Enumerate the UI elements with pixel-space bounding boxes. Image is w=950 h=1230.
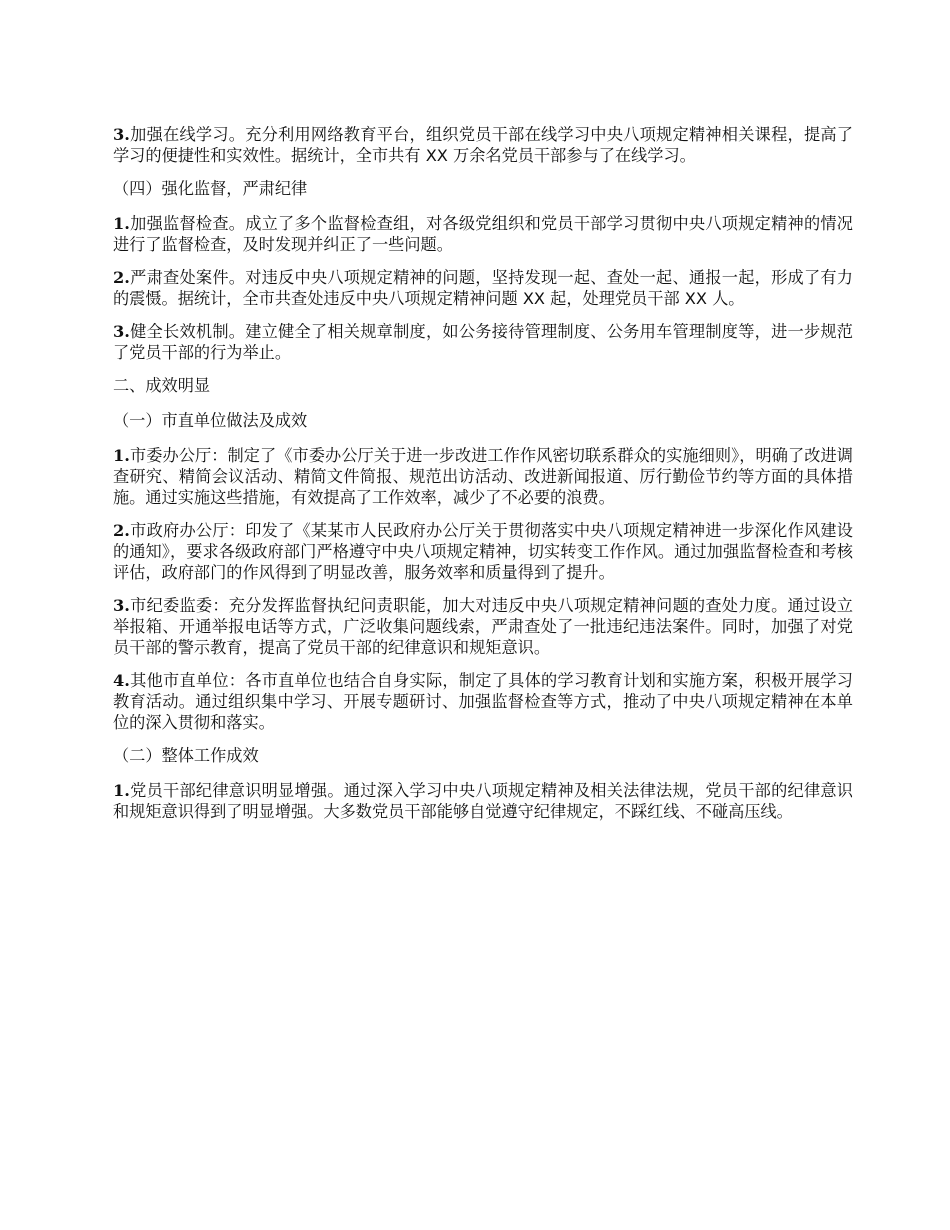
paragraph-text: 市政府办公厅：印发了《某某市人民政府办公厅关于贯彻落实中央八项规定精神进一步深化作风建设的通知》，要求各级政府部门严格遵守中央八项规定精神，切实转变工作作风。通过加强监督检查和考核评估，政府部门的作风得到了明显改善，服务效率和质量得到了提升。 [113, 521, 853, 582]
section-heading-results [113, 375, 853, 396]
paragraph-party-office [113, 445, 853, 508]
paragraph-text: 加强在线学习。充分利用网络教育平台，组织党员干部在线学习中央八项规定精神相关课程，提高了学习的便捷性和实效性。据统计，全市共有 XX 万余名党员干部参与了在线学习。 [113, 125, 853, 165]
subsection-heading-municipal-units [113, 410, 853, 431]
heading-text: （二）整体工作成效 [113, 746, 259, 765]
item-number: 2. [113, 521, 130, 540]
item-number: 1. [113, 214, 130, 233]
paragraph-case-handling [113, 267, 853, 309]
paragraph-text: 其他市直单位：各市直单位也结合自身实际，制定了具体的学习教育计划和实施方案，积极开展学习教育活动。通过组织集中学习、开展专题研讨、加强监督检查等方式，推动了中央八项规定精神在本单位的深入贯彻和落实。 [113, 671, 853, 732]
paragraph-discipline-commission [113, 595, 853, 658]
item-number: 2. [113, 268, 130, 287]
paragraph-text: 市委办公厅：制定了《市委办公厅关于进一步改进工作作风密切联系群众的实施细则》，明确了改进调查研究、精简会议活动、精简文件简报、规范出访活动、改进新闻报道、厉行勤俭节约等方面的具体措施。通过实施这些措施，有效提高了工作效率，减少了不必要的浪费。 [113, 446, 853, 507]
item-number: 3. [113, 596, 130, 615]
paragraph-supervision-check [113, 213, 853, 255]
paragraph-discipline-awareness [113, 780, 853, 822]
heading-text: （一）市直单位做法及成效 [113, 411, 308, 430]
item-number: 3. [113, 322, 130, 341]
item-number: 1. [113, 446, 130, 465]
paragraph-text: 市纪委监委：充分发挥监督执纪问责职能，加大对违反中央八项规定精神问题的查处力度。通过设立举报箱、开通举报电话等方式，广泛收集问题线索，严肃查处了一批违纪违法案件。同时，加强了对党员干部的警示教育，提高了党员干部的纪律意识和规矩意识。 [113, 596, 853, 657]
paragraph-text: 加强监督检查。成立了多个监督检查组，对各级党组织和党员干部学习贯彻中央八项规定精神的情况进行了监督检查，及时发现并纠正了一些问题。 [113, 214, 853, 254]
paragraph-text: 党员干部纪律意识明显增强。通过深入学习中央八项规定精神及相关法律法规，党员干部的纪律意识和规矩意识得到了明显增强。大多数党员干部能够自觉遵守纪律规定，不踩红线、不碰高压线。 [113, 781, 853, 821]
section-heading-supervision [113, 178, 853, 199]
item-number: 1. [113, 781, 130, 800]
paragraph-text: 严肃查处案件。对违反中央八项规定精神的问题，坚持发现一起、查处一起、通报一起，形成了有力的震慑。据统计，全市共查处违反中央八项规定精神问题 XX 起，处理党员干部 XX 人。 [113, 268, 853, 308]
subsection-heading-overall-results [113, 745, 853, 766]
item-number: 4. [113, 671, 130, 690]
paragraph-government-office [113, 520, 853, 583]
paragraph-text: 健全长效机制。建立健全了相关规章制度，如公务接待管理制度、公务用车管理制度等，进一步规范了党员干部的行为举止。 [113, 322, 853, 362]
document-page [113, 124, 853, 834]
heading-text: 二、成效明显 [113, 376, 211, 395]
paragraph-long-term-mechanism [113, 321, 853, 363]
heading-text: （四）强化监督，严肃纪律 [113, 179, 308, 198]
paragraph-online-learning [113, 124, 853, 166]
paragraph-other-units [113, 670, 853, 733]
item-number: 3. [113, 125, 130, 144]
